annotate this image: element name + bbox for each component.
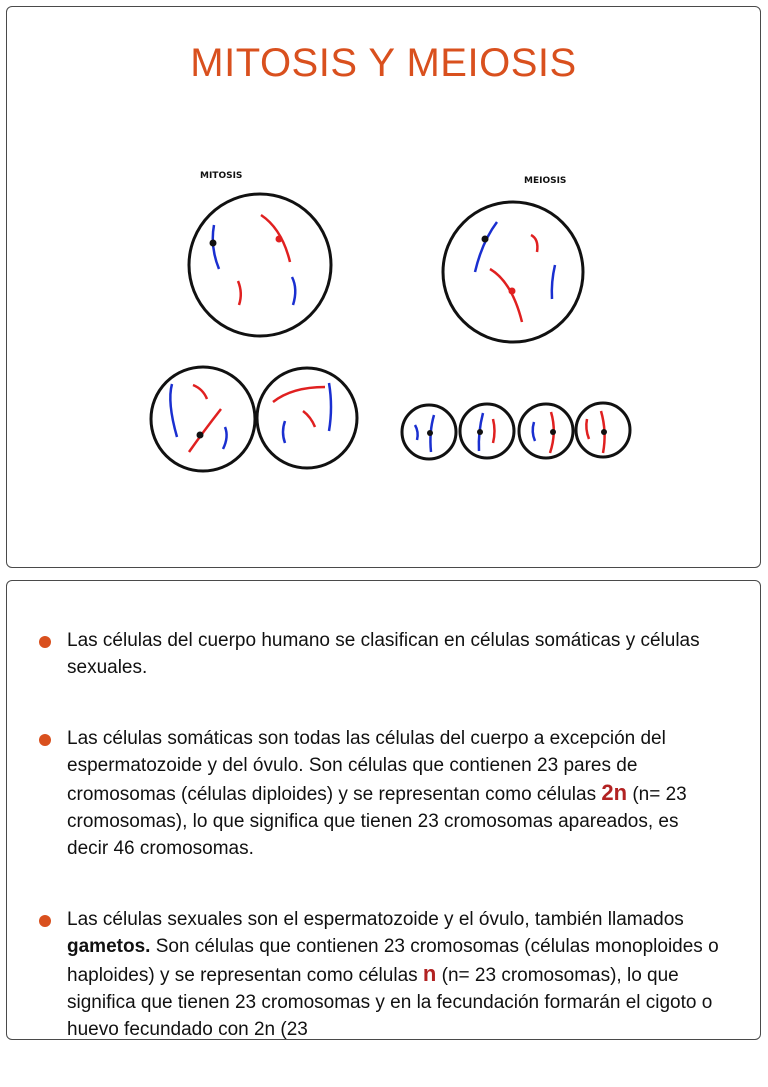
mitosis-daughter-cell-2 (257, 368, 357, 468)
bullet-item (67, 906, 720, 1043)
bullet-text: Las células somáticas son todas las células del cuerpo a excepción del espermatozoide y del óvulo. Son células que contienen 23 pares de cromosomas (células diploides) y se representan como células (67, 728, 666, 805)
slide-1 (6, 6, 761, 568)
bullet-text-cont: (n= 23 cromosomas), lo que significa que tienen 23 cromosomas apareados, es decir 46 cromosomas. (67, 784, 687, 859)
mitosis-parent-cell (189, 194, 331, 336)
meiosis-label: MEIOSIS (524, 176, 567, 186)
bullet-text: Las células del cuerpo humano se clasifican en células somáticas y células sexuales. (67, 630, 700, 678)
bold-gametos: gametos. (67, 936, 151, 957)
meiosis-parent-cell (443, 202, 583, 342)
meiosis-gamete-1 (402, 405, 456, 459)
bullet-dot-icon (39, 636, 51, 648)
bullet-dot-icon (39, 734, 51, 746)
highlight-2n: 2n (601, 780, 628, 805)
bullet-item (67, 627, 720, 681)
mitosis-daughter-cell-1 (151, 367, 255, 471)
mitosis-label: MITOSIS (200, 171, 243, 181)
bullet-text-cont: Son células que contienen 23 cromosomas (células monoploides o haploides) y se representan como células (67, 936, 719, 986)
meiosis-gamete-3 (519, 404, 573, 458)
meiosis-gamete-4 (576, 403, 630, 457)
bullet-text: Las células sexuales son el espermatozoide y el óvulo, también llamados (67, 909, 684, 930)
bullet-item (67, 725, 720, 862)
bullet-dot-icon (39, 915, 51, 927)
meiosis-gamete-2 (460, 404, 514, 458)
mitosis-meiosis-diagram (7, 7, 762, 569)
slide-2 (6, 580, 761, 1040)
slide-title: MITOSIS Y MEIOSIS (190, 41, 577, 85)
bullet-text-cont: (n= 23 cromosomas), lo que significa que tienen 23 cromosomas y en la fecundación formarán el cigoto o huevo fecundado con 2n (23 (67, 965, 713, 1040)
bullet-list (67, 627, 720, 1087)
highlight-n: n (422, 961, 437, 986)
